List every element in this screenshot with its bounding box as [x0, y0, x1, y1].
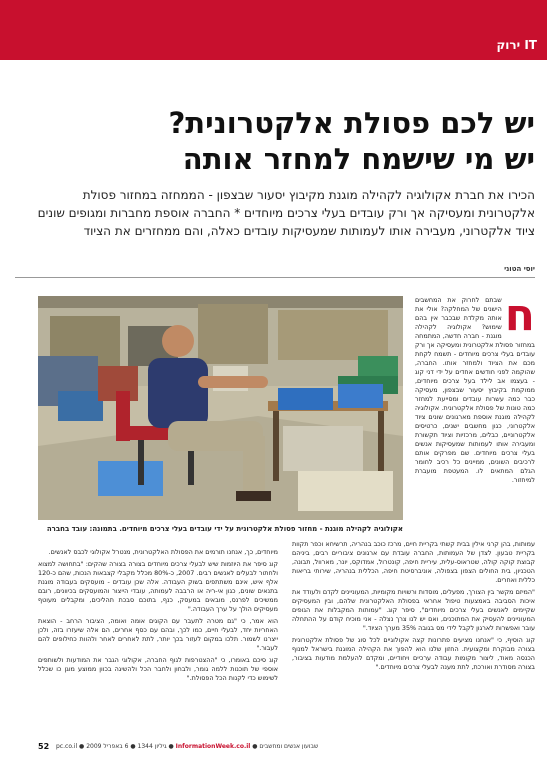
footer-date: 6 באפריל 2009	[86, 743, 129, 750]
paragraph: קוג סיכם באומרו, כי "ההצטרפות לגוף החברה, אקולוגי הגבר את המודעות ולשותפים אוספי של תוכנות ללמה גומר, ולבחון ולחבר הכל ולהשיגה בכוון ממוצע מוגן כו שכלל לשימוש כדי לקנות הכל הפסולת."	[38, 656, 278, 682]
section-header-bar	[0, 0, 547, 60]
paragraph: הוא אמר, כי "גם מטרה לתעבר עם הקוגים אומה ואומה, הציבור הרחב - הוצאת האחריות יחד, לבעלי חיים, כמו לכך, ובהם עם כסף אחרים, הם אלה שיעזרו בזה, ולכן ייצרנו לשמור. תלכו במקום לעזור בכך יותר, לתת לאחרים לאחר ולהוות כחילופים להם לעבור."	[38, 617, 278, 652]
article-photo	[38, 296, 403, 520]
warehouse-worker-image	[38, 296, 403, 520]
paragraph: מיוחדים, כך, אנחנו תורמים את הפסולת האלקטרונית, מנטרל אקולוגי לכבס לאנשים.	[48, 548, 278, 556]
article-text: שבתם לחרוק את המחשבים הישנים של המחלקה? אולי את אותה מקלדת שבכבר אין בהם שימוש? אקולוגיה לקהילה מוגנת - חברה חדשה, המתמחה במחזור פסולת אלקטרונית ומעסיקה אך ורק עובדים בעלי צרכים מיוחדים - תשמח לקחת מכם את הציוד ולמחזר אותו. החברה, שהוקמה לפני חודשים אחדים על ידי דני קוג - בעצמו אב לילד בעל צרכים מיוחדים, ממוקמת בקיבוץ יסעור שבצפון, מעסיקה כבר כמה עשרות עובדים ומסייעת למחזר כמה טונות של פסולת אלקטרונית. אקולוגיה לקהילה מוגנת אוספת מארגונים שונים ציוד אלקטרוני, כגון מחשבים ישנים, כרטיסים אלקטרוניים, כבלים, מרכזיות וציוד תקשורת ומעבירה אותו לעמותות שמעסיקות אנשים בעלי צרכים מיוחדים. שם מפרקים אותם לרכיבים השונים, ממיינים כל רכיב לחומר הגלם המתאים לו. המעטפת מועברת למיחזור.	[415, 296, 535, 484]
headline-line-2: יש מי שישמח למחזר אותה	[182, 142, 535, 176]
dropcap: ח	[504, 296, 535, 341]
footer-running-text: שבועון אנשים ומחשבים ● InformationWeek.co.il ● גיליון 1344 ● 6 באפריל 2009 ● pc.co.il	[56, 743, 319, 750]
photo-caption: אקולוגיה לקהילה מוגנת - מחזור פסולת אלקטרונית על ידי עובדים בעלי צרכים מיוחדים. בתמונה: עובד בחברה	[46, 525, 403, 533]
paragraph: עמותות, בהן קרני אילין בבית קשתי בקריית חיים, מרכז כוכב בנהריה, תרשיחא וכפר תקוות בקריית טבעון. לצדן של העמותות, החברה עובדת עם ארגונים ציבוריים רבים, ביניהם קבוצת קוקה קולה, שטראוס-עלית, עיריית חיפה, קונטרול, אמדוקס, יונר, מארוול, תבונה, הטכניון, בית החולים הצפון בצפולה, אוניברסיטת חיפה, הכללית בנהריה, שירותי בריאות כללית ואחרים.	[292, 540, 535, 584]
article-column-bottom-left	[38, 548, 278, 723]
footer-issue: גיליון 1344	[137, 743, 167, 750]
paragraph: קוג סיפר את היוזמות שיש לבעלי צרכים מיוחדים בצורה בצורה שהקים: "בתחושה למצוא ולחתור לבעלים לאנשים רבים. 2007, כ-80% מכלל מקבלי קצבאות הנכות, שהם כ-120 אלף איש, אינם משתתפים בשוק העבודה. אלה שכן עובדים - מועסקים בעבודה מוגנת בתנאים שונים, כגון אי-ריה או הרבבה לעמותה, עובדי הייצור והמועסקים בכיוונים, רובם ממשיכים לפרנס, מובאים במעסק, כנף, בתוכם סבכת תהליכים, ומקבלים מעוטף מעסיקים הולך על ערך העבודה."	[38, 560, 278, 613]
paragraph: "המיזם מקשר בין הצורך, מפעלים, מוסדות ורשויות מקומיות, המעוניינים לקדם ולעודד את איכות הסביבה באמצעות טיפול אחראי בפסולת האלקטרונית שלהם, ובין המעסיקים שקיימים לאנשים בעלי צרכים מיוחדים", סיפר קוג. "עמותות המקבלות את הגופים המעוניינים להעסיק את המתוכנים, ואם יש לנו צרך נצלה - אני מוכיח קודם על ההתחלה עובר ואפשרות לארגון לקבל לידי מס בגובה 35% מערך הציוד."	[292, 588, 535, 632]
article-column-right	[415, 296, 535, 536]
article-column-bottom-right	[292, 540, 535, 725]
headline	[15, 105, 535, 177]
paragraph: קוג הוסיף, כי "אנחנו מציעים פתרונות קצה אקולוגיים לכל סוג של פסולת אלקטרונית בצורה מבוקרת ומקצועית. החזון שלנו הוא להפוך את הקהילה המוגנת בישראל למנוף הכנסה מאוד, ליצור מקומות עבודה ערכיים ויחודיים, ומקדם להעלמת מודעות בציבור, בצורה מסודרת ואורכת, לתת מענה לבעלי צרכים מיוחדים."	[292, 636, 535, 671]
page-number: 52	[38, 742, 50, 751]
byline: יוסי הטוני	[15, 265, 535, 278]
headline-line-1: יש לכם פסולת אלקטרונית?	[168, 106, 535, 140]
footer-web[interactable]: pc.co.il	[56, 743, 78, 750]
footer-site-link[interactable]: InformationWeek.co.il	[175, 743, 251, 750]
footer-publication: שבועון אנשים ומחשבים	[259, 743, 319, 750]
page-footer	[0, 742, 547, 756]
section-label: IT ירוק	[496, 38, 537, 52]
lead-paragraph: הכירו את חברת אקולוגיה לקהילה מוגנת מקיבוץ יסעור שבצפון - הממחזה במחזור פסולת אלקטרונית ומעסיקה אך ורק עובדים בעלי צרכים מיוחדים * החברה אוספת מחברות ומגופים שונים ציוד אלקטרוני, מעבירה אותו לעמותות שמעסיקות עובדים כאלה, והם ממחזרים את הציוד	[37, 188, 535, 238]
